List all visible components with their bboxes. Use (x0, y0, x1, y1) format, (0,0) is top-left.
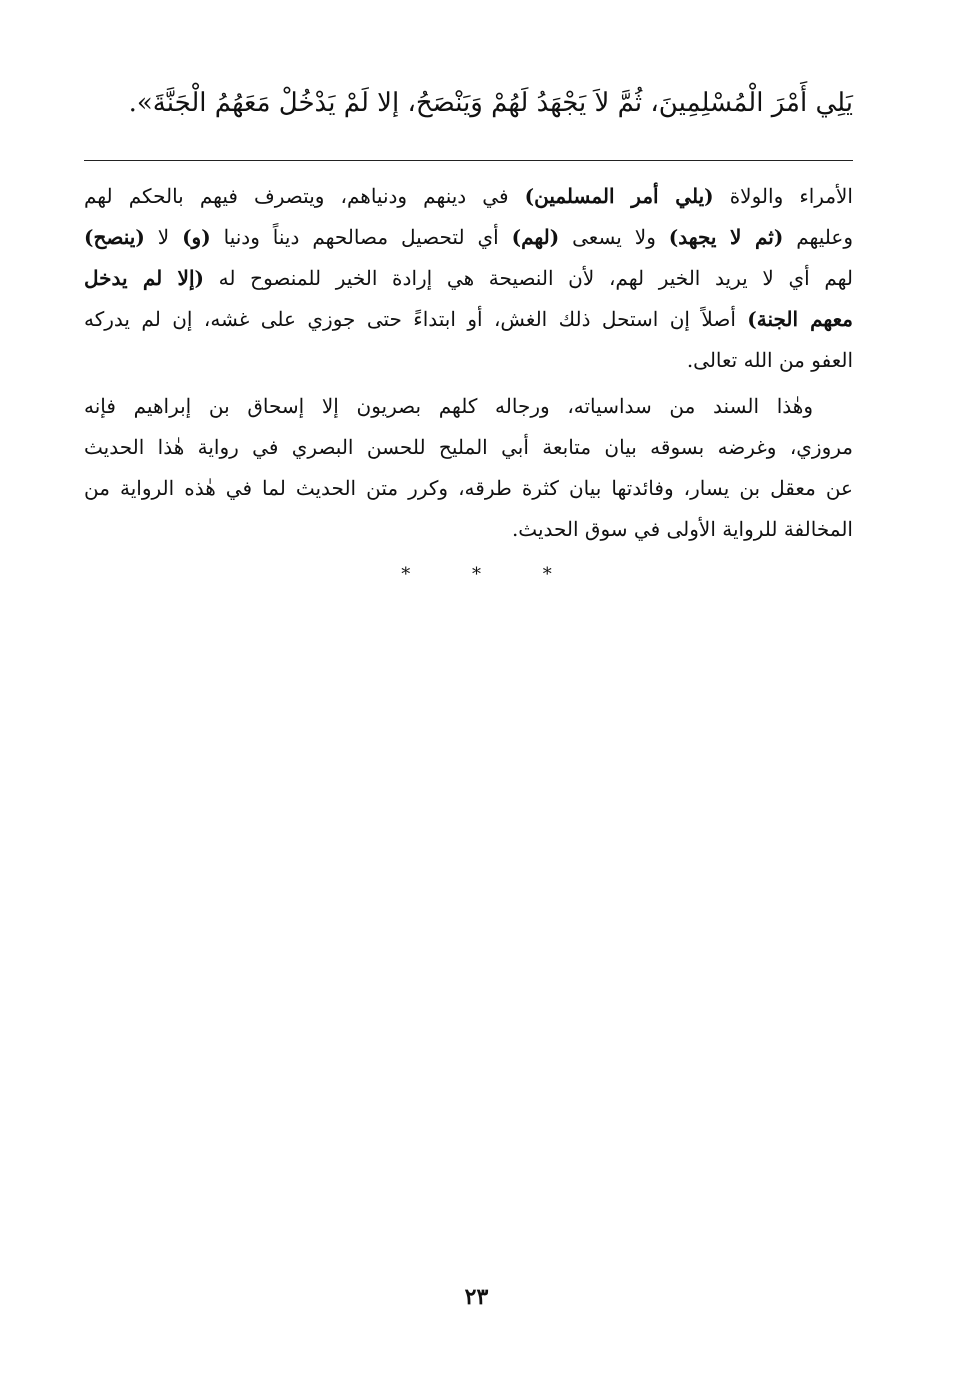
text-line: مروزي، وغرضه بسوقه بيان متابعة أبي المليح للحسن البصري في رواية هٰذا الحديث (84, 435, 853, 459)
text-segment: الأمراء والولاة (713, 184, 853, 208)
text-line (84, 176, 853, 217)
text-segment: في دينهم ودنياهم، ويتصرف فيهم بالحكم لهم (84, 184, 525, 208)
section-separator: * * * (401, 564, 580, 585)
commentary-paragraph-1 (84, 176, 853, 381)
quoted-phrase: (يلي أمر المسلمين) (524, 184, 714, 208)
commentary-paragraph-2 (84, 386, 853, 550)
footnote-divider (84, 160, 853, 161)
text-segment: أصلاً إن استحل ذلك الغش، أو ابتداءً حتى جوزي على غشه، إن لم يدركه (84, 307, 748, 331)
quoted-phrase: (إلا لم يدخل (84, 266, 204, 290)
quoted-phrase: (ينصح) (84, 225, 145, 249)
text-line: وهٰذا السند من سداسياته، ورجاله كلهم بصريون إلا إسحاق بن إبراهيم فإنه (84, 394, 813, 418)
quoted-phrase: (لهم) (511, 225, 560, 249)
text-line (84, 299, 853, 340)
text-segment: لا (144, 225, 183, 249)
text-line: عن معقل بن يسار، وفائدتها بيان كثرة طرقه، وكرر متن الحديث لما في هٰذه الرواية من (84, 476, 853, 500)
page-number: ٢٣ (464, 1284, 489, 1310)
commentary-section (84, 176, 853, 550)
text-line: المخالفة للرواية الأولى في سوق الحديث. (511, 517, 853, 541)
quoted-phrase: معهم الجنة) (747, 307, 853, 331)
text-line (84, 217, 853, 258)
text-segment: أي لتحصيل مصالحهم ديناً ودنيا (210, 225, 512, 249)
text-line: العفو من الله تعالى. (686, 348, 853, 372)
hadith-text: يَلِي أَمْرَ الْمُسْلِمِينَ، ثُمَّ لاَ يَجْهَدُ لَهُمْ وَيَنْصَحُ، إلا لَمْ يَدْخُلْ مَعَهُمُ الْجَنَّةَ». (128, 88, 853, 118)
text-line (84, 258, 853, 299)
text-segment: لهم أي لا يريد الخير لهم، لأن النصيحة هي إرادة الخير للمنصوح له (203, 266, 853, 290)
text-segment: وعليهم (783, 225, 854, 249)
quoted-phrase: (و) (182, 225, 211, 249)
quoted-phrase: (ثم لا يجهد) (668, 225, 784, 249)
text-segment: ولا يسعى (559, 225, 669, 249)
